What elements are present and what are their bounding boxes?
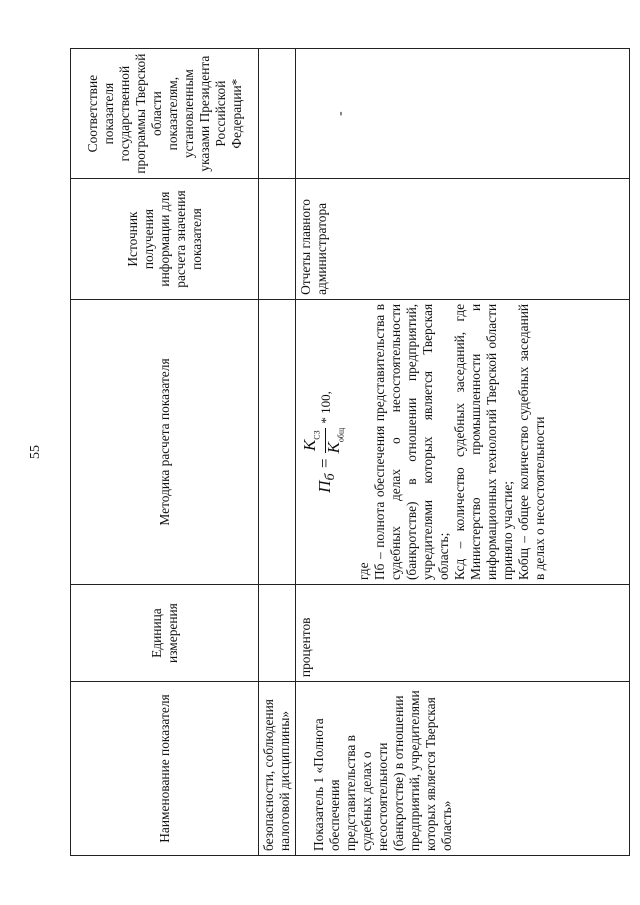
definition-kobsch: Кобщ – общее количество судебных заседаний в делах о несостоятельности	[515, 303, 547, 581]
definition-ksd: Ксд – количество судебных заседаний, где Министерство промышленности и информационных технологий Тверской области приняло участие;	[451, 303, 515, 581]
formula: $П_б$ = $К_{СЗ}$ $К_{общ}$ * 100,	[302, 304, 350, 580]
continued-empty-source	[259, 179, 296, 300]
header-source: Источник получения информации для расчета значения показателя	[71, 179, 259, 300]
formula-lhs: П	[314, 480, 334, 493]
continued-empty-unit	[259, 585, 296, 682]
continued-text: безопасности, соблюдения налоговой дисциплины»	[259, 682, 296, 856]
formula-num-letter: К	[300, 439, 319, 451]
header-conformity: Соответствие показателя государственной программы Тверской области показателям, установленным указами Президента Российской Федерации*	[71, 49, 259, 179]
formula-lhs-sub: б	[322, 473, 339, 481]
indicator-table	[70, 48, 630, 856]
indicator-source: Отчеты главного администратора	[296, 179, 630, 300]
header-unit: Единица измерения	[71, 585, 259, 682]
indicator-row	[296, 49, 630, 856]
indicator-unit: процентов	[296, 585, 630, 682]
indicator-method	[296, 299, 630, 584]
formula-den-letter: К	[324, 442, 344, 454]
header-method: Методика расчета показателя	[71, 299, 259, 584]
indicator-name-text: Показатель 1 «Полнота обеспечения представительства в судебных делах о несостоятельности (банкротстве) в отношении предприятий, учредителями которых является Тверская область»	[311, 690, 455, 851]
indicator-conformity: -	[296, 49, 630, 179]
continued-empty-conformity	[259, 49, 296, 179]
formula-denominator	[326, 428, 349, 454]
header-name: Наименование показателя	[71, 682, 259, 856]
table-container	[70, 48, 630, 856]
header-row	[71, 49, 259, 856]
rotated-sheet	[70, 48, 630, 856]
formula-tail: * 100,	[317, 391, 333, 424]
formula-den-sub: общ	[336, 427, 346, 443]
page-number: 55	[28, 445, 43, 459]
formula-num-sub: СЗ	[312, 430, 322, 440]
formula-fraction	[302, 428, 350, 454]
indicator-name	[296, 682, 630, 856]
formula-numerator	[302, 428, 326, 454]
continued-empty-method	[259, 299, 296, 584]
formula-where: где	[355, 562, 371, 581]
definition-pb: Пб – полнота обеспечения представительства в судебных делах о несостоятельности (банкротстве) в отношении предприятий, учредителями которых является Тверская область;	[371, 303, 451, 581]
continued-row	[259, 49, 296, 856]
